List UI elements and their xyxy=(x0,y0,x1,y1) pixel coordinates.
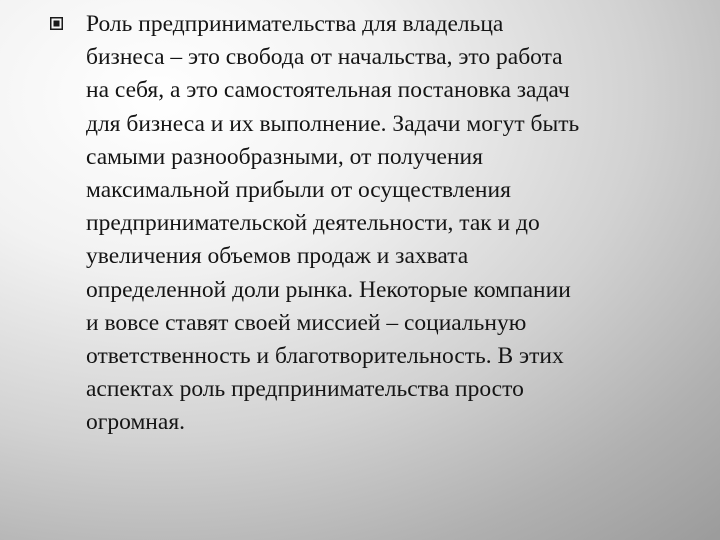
boxed-square-bullet-icon xyxy=(50,17,63,30)
bullet-paragraph: Роль предпринимательства для владельца бизнеса – это свобода от начальства, это работа на себя, а это самостоятельная постановка задач для бизнеса и их выполнение. Задачи могут быть самыми разнообразными, от получения максимальной прибыли от осуществления предпринимательской деятельности, так и до увеличения объемов продаж и захвата определенной доли рынка. Некоторые компании и вовсе ставят своей миссией – социальную ответственность и благотворительность. В этих аспектах роль предпринимательства просто огромная. xyxy=(86,11,580,436)
